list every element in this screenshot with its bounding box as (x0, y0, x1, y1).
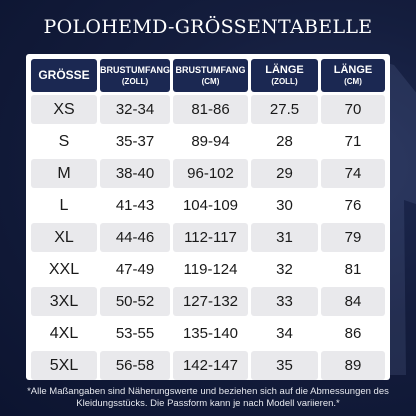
chest-cm-cell: 127-132 (173, 287, 248, 316)
length-cm-cell: 74 (321, 159, 385, 188)
page-title: POLOHEMD-GRÖSSENTABELLE (43, 16, 373, 38)
column-header-label: LÄNGE (333, 63, 373, 76)
length-cm-cell: 81 (321, 255, 385, 284)
table-header-row (31, 59, 385, 92)
table-row (31, 319, 385, 348)
length-cm-cell: 86 (321, 319, 385, 348)
length-cm-cell: 70 (321, 95, 385, 124)
length-cm-cell: 79 (321, 223, 385, 252)
size-cell: S (31, 127, 97, 156)
table-row (31, 191, 385, 220)
length-inch-cell: 28 (251, 127, 318, 156)
chest-cm-cell: 89-94 (173, 127, 248, 156)
chest-inch-cell: 41-43 (100, 191, 170, 220)
length-inch-cell: 34 (251, 319, 318, 348)
column-header-chest-inch (100, 59, 170, 92)
chest-inch-cell: 35-37 (100, 127, 170, 156)
length-inch-cell: 32 (251, 255, 318, 284)
size-cell: 4XL (31, 319, 97, 348)
table-row (31, 159, 385, 188)
table-row (31, 351, 385, 380)
column-header-chest-cm (173, 59, 248, 92)
length-inch-cell: 35 (251, 351, 318, 380)
column-header-length-cm (321, 59, 385, 92)
size-cell: XS (31, 95, 97, 124)
column-header-unit: (CM) (201, 76, 220, 86)
column-header-length-inch (251, 59, 318, 92)
size-cell: XL (31, 223, 97, 252)
column-header-unit: (ZOLL) (121, 76, 149, 86)
size-cell: 3XL (31, 287, 97, 316)
chest-inch-cell: 47-49 (100, 255, 170, 284)
chest-inch-cell: 56-58 (100, 351, 170, 380)
table-row (31, 287, 385, 316)
length-inch-cell: 33 (251, 287, 318, 316)
column-header-unit: (ZOLL) (271, 76, 298, 86)
chest-inch-cell: 53-55 (100, 319, 170, 348)
column-header-size (31, 59, 97, 92)
size-cell: XXL (31, 255, 97, 284)
column-header-label: BRUSTUMFANG (100, 64, 170, 75)
length-inch-cell: 30 (251, 191, 318, 220)
chest-cm-cell: 112-117 (173, 223, 248, 252)
chest-cm-cell: 119-124 (173, 255, 248, 284)
size-cell: L (31, 191, 97, 220)
length-cm-cell: 84 (321, 287, 385, 316)
chest-cm-cell: 135-140 (173, 319, 248, 348)
size-cell: M (31, 159, 97, 188)
length-inch-cell: 27.5 (251, 95, 318, 124)
chest-inch-cell: 32-34 (100, 95, 170, 124)
chest-inch-cell: 44-46 (100, 223, 170, 252)
size-table-card (26, 54, 390, 380)
chest-cm-cell: 96-102 (173, 159, 248, 188)
length-cm-cell: 76 (321, 191, 385, 220)
size-table (28, 56, 388, 383)
footnote: *Alle Maßangaben sind Näherungswerte und beziehen sich auf die Abmessungen des Kleidungsstücks. Die Passform kann je nach Modell variieren.* (27, 386, 389, 409)
table-row (31, 127, 385, 156)
table-row (31, 95, 385, 124)
length-cm-cell: 71 (321, 127, 385, 156)
size-cell: 5XL (31, 351, 97, 380)
chest-cm-cell: 81-86 (173, 95, 248, 124)
column-header-label: GRÖSSE (38, 68, 90, 82)
table-row (31, 223, 385, 252)
length-cm-cell: 89 (321, 351, 385, 380)
table-row (31, 255, 385, 284)
column-header-label: BRUSTUMFANG (175, 64, 246, 75)
column-header-label: LÄNGE (265, 63, 304, 76)
length-inch-cell: 29 (251, 159, 318, 188)
chest-inch-cell: 38-40 (100, 159, 170, 188)
column-header-unit: (CM) (344, 76, 362, 86)
chest-inch-cell: 50-52 (100, 287, 170, 316)
chest-cm-cell: 104-109 (173, 191, 248, 220)
length-inch-cell: 31 (251, 223, 318, 252)
chest-cm-cell: 142-147 (173, 351, 248, 380)
